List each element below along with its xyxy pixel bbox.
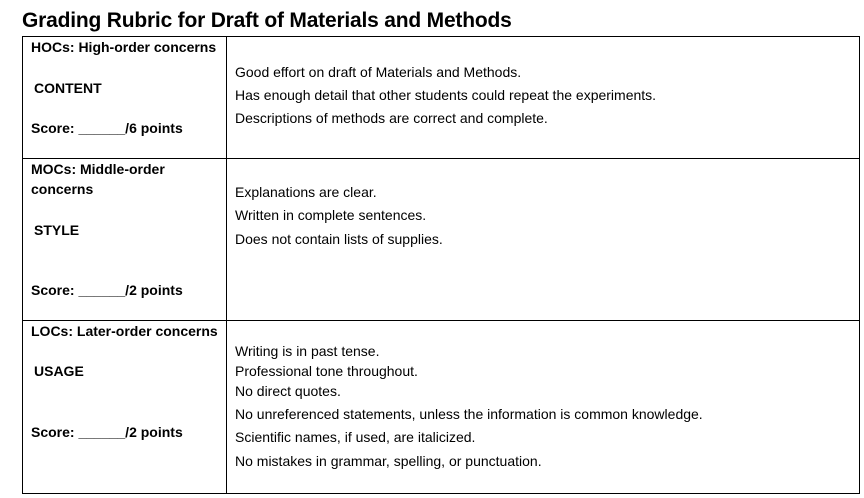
criteria-cell — [23, 321, 227, 493]
category-label: USAGE — [34, 363, 84, 379]
page-title: Grading Rubric for Draft of Materials and Methods — [22, 9, 512, 32]
description-line: Explanations are clear. — [235, 184, 377, 200]
concern-label: MOCs: Middle-order — [31, 161, 165, 177]
description-cell — [227, 159, 859, 320]
category-label: CONTENT — [34, 80, 102, 96]
description-line: No unreferenced statements, unless the information is common knowledge. — [235, 406, 703, 422]
rubric-table — [22, 36, 860, 494]
concern-label-continued: concerns — [31, 181, 94, 197]
concern-label: LOCs: Later-order concerns — [31, 323, 218, 339]
description-line: Has enough detail that other students could repeat the experiments. — [235, 87, 657, 103]
score-line: Score: ______/6 points — [31, 120, 183, 136]
score-line: Score: ______/2 points — [31, 424, 183, 440]
criteria-cell — [23, 159, 227, 320]
rubric-row-moc — [23, 159, 859, 321]
rubric-row-loc — [23, 321, 859, 493]
description-line: No direct quotes. — [235, 383, 341, 399]
description-line: Writing is in past tense. — [235, 343, 380, 359]
description-line: Good effort on draft of Materials and Methods. — [235, 64, 522, 80]
description-cell — [227, 37, 859, 158]
description-line: Descriptions of methods are correct and complete. — [235, 110, 548, 126]
concern-label: HOCs: High-order concerns — [31, 39, 217, 55]
description-line: Written in complete sentences. — [235, 207, 427, 223]
score-line: Score: ______/2 points — [31, 282, 183, 298]
category-label: STYLE — [34, 222, 80, 238]
criteria-cell — [23, 37, 227, 158]
description-line: No mistakes in grammar, spelling, or punctuation. — [235, 453, 542, 469]
description-line: Does not contain lists of supplies. — [235, 231, 443, 247]
description-cell — [227, 321, 859, 493]
rubric-row-hoc — [23, 37, 859, 159]
description-line: Scientific names, if used, are italicized. — [235, 429, 476, 445]
description-line: Professional tone throughout. — [235, 363, 418, 379]
